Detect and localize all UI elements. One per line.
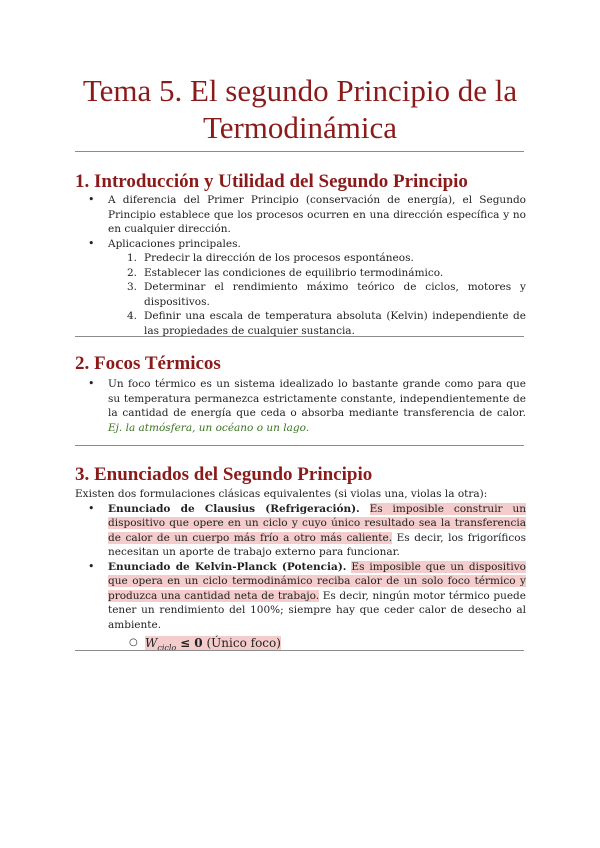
item-text: Un foco térmico es un sistema idealizado lo bastante grande como para que su temperatura permanezca estrictamente constante, independientemente de la cantidad de energía que ceda o absorba mediante transferencia de calor. xyxy=(108,378,526,419)
numbered-item xyxy=(75,280,526,309)
section-2-body xyxy=(75,377,526,435)
formula-variable: W xyxy=(145,636,158,650)
section-3-body xyxy=(75,487,526,656)
formula-subscript: ciclo xyxy=(157,643,177,653)
title-line-2: Termodinámica xyxy=(202,110,398,145)
section-3-heading: 3. Enunciados del Segundo Principio xyxy=(75,464,373,485)
example-text: Ej. la atmósfera, un océano o un lago. xyxy=(108,421,310,434)
item-text: Es decir, ningún motor térmico puede tener un rendimiento del 100%; siempre hay que ceder calor de desecho al ambiente. xyxy=(108,589,526,631)
list-item xyxy=(75,237,526,252)
statement-name: Enunciado de Kelvin-Planck (Potencia). xyxy=(108,560,347,573)
title-line-1: Tema 5. El segundo Principio de la xyxy=(82,73,518,108)
statement-name: Enunciado de Clausius (Refrigeración). xyxy=(108,502,360,515)
item-text: Es decir, los frigoríficos necesitan un aporte de trabajo externo para funcionar. xyxy=(108,531,526,558)
list-item xyxy=(75,502,526,560)
divider xyxy=(75,336,524,337)
item-text: Definir una escala de temperatura absoluta (Kelvin) independiente de las propiedades de cualquier sustancia. xyxy=(144,310,526,337)
numbered-item xyxy=(75,266,526,281)
numbered-item xyxy=(75,309,526,338)
item-text: Establecer las condiciones de equilibrio termodinámico. xyxy=(144,266,444,279)
list-item xyxy=(75,560,526,633)
formula-item xyxy=(75,635,526,656)
item-number: 3. xyxy=(127,281,138,293)
section-2-heading: 2. Focos Térmicos xyxy=(75,353,221,374)
formula-note: (Único foco) xyxy=(206,636,281,650)
item-text: Predecir la dirección de los procesos espontáneos. xyxy=(144,252,414,264)
list-item xyxy=(75,193,526,237)
highlighted-text: Es imposible que un dispositivo que opera en un ciclo termodinámico reciba calor de un solo foco térmico y produzca una cantidad neta de trabajo. xyxy=(108,560,526,602)
formula xyxy=(145,636,281,653)
item-number: 4. xyxy=(127,310,138,322)
numbered-item xyxy=(75,251,526,266)
formula-relation: ≤ 0 xyxy=(180,636,203,650)
divider xyxy=(75,650,524,651)
section-1-heading: 1. Introducción y Utilidad del Segundo Principio xyxy=(75,171,468,192)
item-number: 1. xyxy=(127,252,138,264)
item-text: Determinar el rendimiento máximo teórico de ciclos, motores y dispositivos. xyxy=(144,281,526,308)
item-text: Aplicaciones principales. xyxy=(108,237,241,250)
document-title xyxy=(60,72,540,146)
section-intro: Existen dos formulaciones clásicas equivalentes (si violas una, violas la otra): xyxy=(75,488,488,500)
item-number: 2. xyxy=(127,266,138,279)
divider xyxy=(75,445,524,446)
divider xyxy=(75,151,524,152)
item-text: A diferencia del Primer Principio (conservación de energía), el Segundo Principio establece que los procesos ocurren en una dirección específica y no en cualquier dirección. xyxy=(108,194,526,235)
section-1-body xyxy=(75,193,526,338)
hollow-bullet-icon: ○ xyxy=(129,637,138,648)
highlighted-text: Es imposible construir un dispositivo que opere en un ciclo y cuyo único resultado sea la transferencia de calor de un cuerpo más frío a otro más caliente. xyxy=(108,502,526,544)
list-item xyxy=(75,377,526,435)
